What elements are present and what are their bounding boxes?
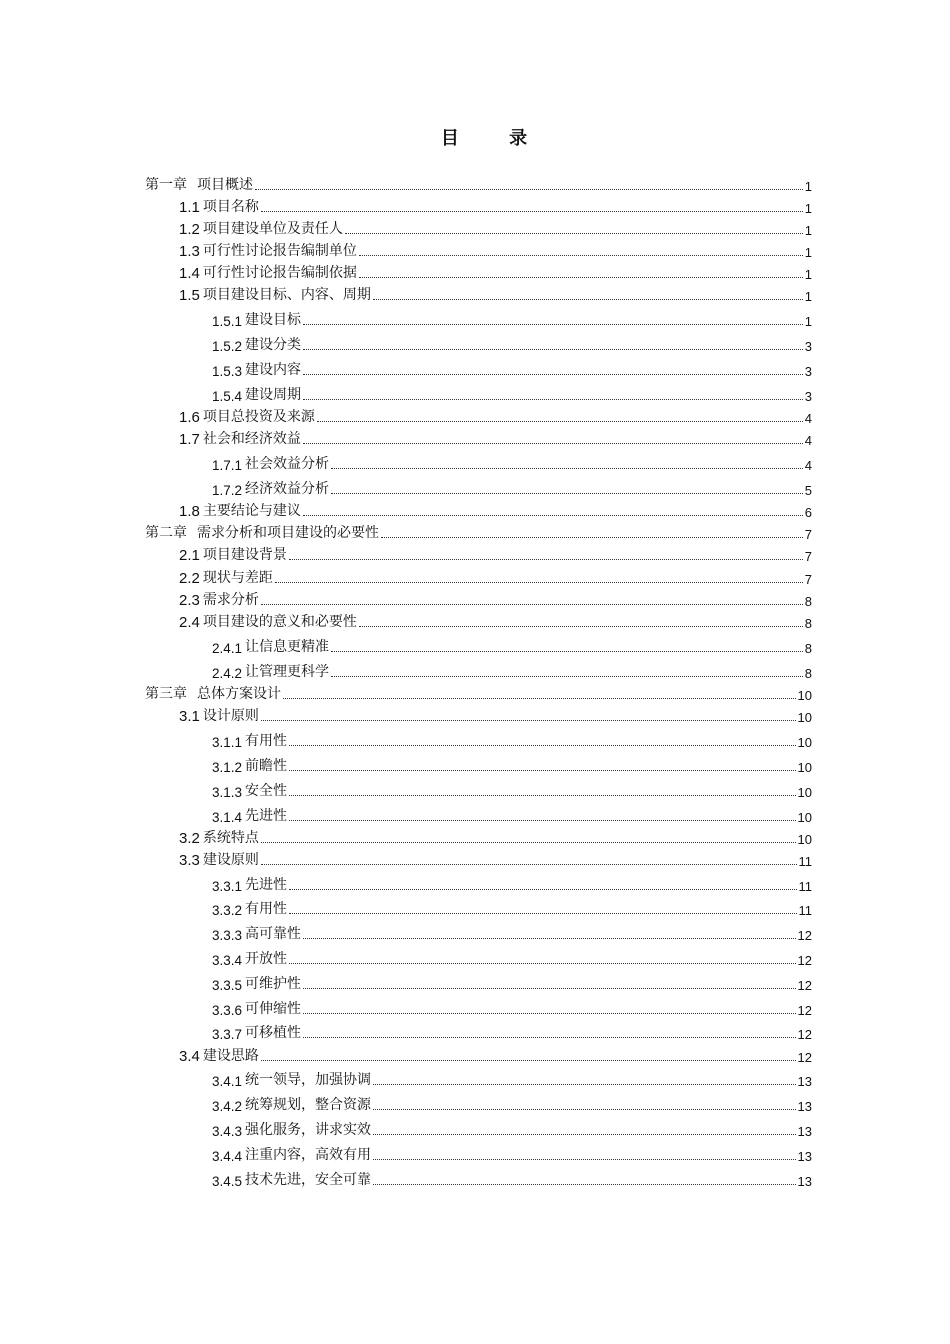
toc-entry-number: 1.6 [179, 408, 200, 426]
toc-entry-label: 先进性 [245, 876, 288, 893]
dot-leader [331, 493, 803, 494]
dot-leader [289, 963, 796, 964]
toc-entry-label: 强化服务，讲求实效 [245, 1122, 372, 1139]
toc-entry-page: 10 [797, 735, 812, 751]
toc-entry-label: 高可靠性 [245, 926, 302, 943]
dot-leader [261, 864, 797, 865]
toc-entry-label: 安全性 [245, 782, 288, 799]
toc-entry-number: 3.3.3 [212, 928, 243, 944]
toc-entry-page: 1 [804, 178, 812, 194]
toc-entry[interactable] [145, 448, 812, 473]
table-of-contents [145, 171, 812, 1189]
toc-entry-page: 10 [797, 688, 812, 704]
toc-entry-page: 3 [804, 363, 812, 379]
toc-entry-label: 现状与差距 [202, 569, 273, 586]
dot-leader [345, 233, 803, 234]
toc-entry-number: 第二章 [145, 524, 187, 541]
toc-entry[interactable] [145, 473, 812, 498]
toc-title: 目 录 [440, 128, 550, 149]
toc-entry-label: 建设内容 [245, 361, 302, 378]
toc-entry[interactable] [145, 238, 812, 260]
toc-entry-label: 注重内容，高效有用 [245, 1146, 372, 1163]
toc-entry-page: 11 [798, 903, 812, 919]
toc-entry[interactable] [145, 260, 812, 282]
toc-entry-label: 统一领导，加强协调 [245, 1072, 372, 1089]
toc-entry[interactable] [145, 1114, 812, 1139]
toc-entry-page: 3 [804, 388, 812, 404]
toc-entry-page: 12 [797, 953, 812, 969]
toc-entry-number: 3.1.3 [212, 784, 243, 800]
toc-entry-label: 先进性 [245, 807, 288, 824]
dot-leader [303, 1037, 796, 1038]
toc-entry[interactable] [145, 304, 812, 329]
toc-entry-label: 主要结论与建议 [202, 502, 301, 519]
toc-entry-number: 2.3 [179, 591, 200, 609]
dot-leader [303, 1013, 796, 1014]
toc-entry[interactable] [145, 725, 812, 750]
toc-entry[interactable] [145, 750, 812, 775]
toc-entry[interactable] [145, 329, 812, 354]
toc-entry-number: 3.3.4 [212, 953, 243, 969]
toc-entry-number: 3.4.5 [212, 1173, 243, 1189]
toc-entry[interactable] [145, 354, 812, 379]
toc-entry-number: 2.4.2 [212, 665, 243, 681]
toc-entry-page: 13 [797, 1099, 812, 1115]
toc-entry-number: 3.4.3 [212, 1124, 243, 1140]
toc-entry-label: 可行性讨论报告编制单位 [202, 243, 357, 260]
toc-entry[interactable] [145, 426, 812, 448]
toc-entry-label: 建设分类 [245, 337, 302, 354]
toc-entry-number: 2.4.1 [212, 640, 243, 656]
toc-entry-page: 7 [804, 527, 812, 543]
toc-entry-label: 项目建设背景 [202, 547, 287, 564]
dot-leader [359, 277, 803, 278]
toc-entry[interactable] [145, 520, 812, 543]
toc-entry-label: 建设原则 [202, 851, 259, 868]
toc-entry-page: 8 [804, 640, 812, 656]
toc-entry-page: 4 [804, 410, 812, 426]
dot-leader [275, 582, 803, 583]
toc-entry[interactable] [145, 894, 812, 919]
toc-entry-page: 4 [804, 433, 812, 448]
toc-entry-page: 13 [797, 1124, 812, 1140]
toc-entry-page: 5 [804, 482, 812, 498]
toc-entry-page: 8 [804, 665, 812, 681]
toc-entry[interactable] [145, 564, 812, 586]
toc-entry-page: 1 [804, 314, 812, 330]
toc-entry-number: 3.4 [179, 1047, 200, 1065]
toc-entry-label: 社会和经济效益 [202, 431, 301, 447]
toc-entry-number: 3.1 [179, 708, 200, 726]
toc-entry-label: 可伸缩性 [245, 1000, 302, 1017]
toc-entry-page: 7 [804, 571, 812, 587]
toc-entry-page: 12 [797, 1027, 812, 1043]
toc-entry-page: 13 [797, 1074, 812, 1090]
dot-leader [261, 720, 796, 721]
toc-entry-page: 10 [797, 831, 812, 847]
toc-entry-label: 需求分析和项目建设的必要性 [197, 525, 379, 542]
toc-entry-label: 前瞻性 [245, 757, 288, 774]
toc-entry-label: 项目建设的意义和必要性 [202, 614, 357, 631]
toc-entry-number: 1.8 [179, 502, 200, 520]
dot-leader [331, 468, 803, 469]
dot-leader [373, 299, 803, 300]
dot-leader [261, 842, 796, 843]
toc-entry-label: 项目总投资及来源 [202, 408, 315, 425]
toc-entry[interactable] [145, 656, 812, 681]
toc-entry-label: 有用性 [245, 901, 288, 918]
toc-entry-number: 1.7.1 [212, 457, 243, 473]
toc-entry[interactable] [145, 869, 812, 894]
dot-leader [303, 324, 803, 325]
toc-entry-label: 让管理更科学 [245, 663, 330, 680]
toc-entry-page: 1 [804, 200, 812, 216]
toc-entry[interactable] [145, 1164, 812, 1189]
toc-entry-label: 开放性 [245, 951, 288, 968]
dot-leader [373, 1134, 796, 1135]
toc-entry-page: 11 [798, 853, 812, 869]
toc-entry[interactable] [145, 216, 812, 238]
toc-entry-number: 3.3.5 [212, 977, 243, 993]
dot-leader [261, 211, 803, 212]
toc-entry-label: 让信息更精准 [245, 638, 330, 655]
dot-leader [303, 988, 796, 989]
toc-entry-label: 统筹规划，整合资源 [245, 1097, 372, 1114]
dot-leader [373, 1109, 796, 1110]
dot-leader [373, 1184, 796, 1185]
dot-leader [283, 698, 796, 699]
toc-entry[interactable] [145, 681, 812, 704]
toc-entry-label: 项目概述 [197, 176, 253, 193]
dot-leader [255, 189, 803, 190]
toc-entry[interactable] [145, 542, 812, 564]
toc-entry[interactable] [145, 171, 812, 194]
toc-entry[interactable] [145, 1089, 812, 1114]
dot-leader [331, 651, 803, 652]
toc-entry[interactable] [145, 587, 812, 609]
toc-entry-page: 10 [797, 759, 812, 775]
toc-entry[interactable] [145, 825, 812, 847]
dot-leader [289, 889, 796, 890]
dot-leader [289, 745, 796, 746]
toc-entry-label: 设计原则 [202, 708, 259, 725]
toc-entry-label: 可移植性 [245, 1025, 302, 1042]
toc-entry-page: 1 [804, 289, 812, 305]
toc-entry[interactable] [145, 379, 812, 404]
toc-entry-label: 技术先进，安全可靠 [245, 1171, 372, 1188]
toc-entry-label: 项目名称 [202, 198, 259, 215]
dot-leader [303, 349, 803, 350]
toc-entry-label: 需求分析 [202, 591, 259, 608]
toc-entry[interactable] [145, 1042, 812, 1064]
toc-entry[interactable] [145, 404, 812, 426]
dot-leader [359, 255, 803, 256]
toc-entry[interactable] [145, 1065, 812, 1090]
dot-leader [381, 537, 803, 538]
toc-entry-number: 1.7 [179, 431, 200, 448]
toc-entry-page: 10 [797, 809, 812, 825]
toc-entry[interactable] [145, 1018, 812, 1043]
toc-entry-number: 第一章 [145, 175, 187, 192]
toc-entry[interactable] [145, 498, 812, 520]
dot-leader [261, 604, 803, 605]
toc-entry-page: 1 [804, 245, 812, 261]
toc-entry-page: 8 [804, 593, 812, 609]
toc-entry-number: 1.7.2 [212, 482, 243, 498]
toc-entry-number: 2.1 [179, 547, 200, 565]
toc-entry-number: 1.5.3 [212, 363, 243, 379]
toc-entry-number: 1.3 [179, 243, 200, 261]
toc-entry[interactable] [145, 609, 812, 631]
toc-entry[interactable] [145, 282, 812, 304]
dot-leader [373, 1159, 796, 1160]
toc-entry-page: 12 [797, 977, 812, 993]
toc-entry[interactable] [145, 993, 812, 1018]
toc-entry-number: 1.2 [179, 220, 200, 238]
dot-leader [373, 1084, 796, 1085]
toc-entry-page: 13 [797, 1173, 812, 1189]
dot-leader [289, 770, 796, 771]
toc-entry[interactable] [145, 968, 812, 993]
toc-entry-number: 2.4 [179, 614, 200, 632]
toc-entry-page: 4 [804, 457, 812, 473]
toc-entry-number: 1.5 [179, 287, 200, 305]
toc-entry-number: 第三章 [145, 685, 187, 702]
dot-leader [303, 515, 803, 516]
toc-entry-number: 3.3.6 [212, 1002, 243, 1018]
toc-entry[interactable] [145, 1139, 812, 1164]
dot-leader [289, 559, 803, 560]
toc-entry-label: 系统特点 [202, 829, 259, 846]
toc-entry-number: 3.4.2 [212, 1099, 243, 1115]
dot-leader [261, 1060, 796, 1061]
toc-entry-number: 3.2 [179, 829, 200, 847]
toc-entry[interactable] [145, 943, 812, 968]
dot-leader [289, 913, 796, 914]
toc-entry[interactable] [145, 800, 812, 825]
toc-entry-number: 3.4.1 [212, 1074, 243, 1090]
toc-entry-label: 建设目标 [245, 312, 302, 329]
dot-leader [303, 938, 796, 939]
toc-entry-label: 建设思路 [202, 1047, 259, 1064]
dot-leader [289, 795, 796, 796]
toc-entry-number: 3.4.4 [212, 1148, 243, 1164]
dot-leader [303, 443, 803, 444]
toc-entry[interactable] [145, 631, 812, 656]
toc-entry-page: 13 [797, 1148, 812, 1164]
dot-leader [289, 820, 796, 821]
toc-entry-number: 1.4 [179, 265, 200, 283]
dot-leader [303, 399, 803, 400]
toc-entry-number: 1.1 [179, 198, 200, 216]
toc-entry-label: 建设周期 [245, 386, 302, 403]
toc-entry[interactable] [145, 703, 812, 725]
toc-entry-label: 项目建设单位及责任人 [202, 220, 343, 237]
toc-entry-page: 6 [804, 504, 812, 520]
toc-entry-label: 经济效益分析 [245, 480, 330, 497]
toc-entry-label: 社会效益分析 [245, 455, 330, 472]
toc-entry-number: 2.2 [179, 569, 200, 587]
toc-entry-page: 12 [797, 1049, 812, 1065]
dot-leader [317, 421, 803, 422]
toc-entry-number: 1.5.4 [212, 388, 243, 404]
toc-entry-number: 3.3.7 [212, 1027, 243, 1043]
toc-entry-page: 7 [804, 549, 812, 565]
dot-leader [359, 626, 803, 627]
toc-entry-page: 3 [804, 339, 812, 355]
toc-entry-page: 11 [798, 878, 812, 894]
toc-entry[interactable] [145, 194, 812, 216]
toc-entry-page: 12 [797, 928, 812, 944]
toc-entry-label: 有用性 [245, 733, 288, 750]
toc-entry-label: 总体方案设计 [197, 686, 281, 703]
toc-entry[interactable] [145, 847, 812, 869]
toc-entry-number: 3.3.2 [212, 903, 243, 919]
toc-entry-label: 可维护性 [245, 975, 302, 992]
toc-entry-page: 12 [797, 1002, 812, 1018]
dot-leader [303, 374, 803, 375]
toc-entry[interactable] [145, 918, 812, 943]
dot-leader [331, 676, 803, 677]
toc-entry-label: 可行性讨论报告编制依据 [202, 265, 357, 282]
toc-entry-number: 1.5.2 [212, 339, 243, 355]
toc-entry-number: 3.1.2 [212, 759, 243, 775]
toc-entry-number: 3.3 [179, 851, 200, 869]
toc-entry-number: 3.1.4 [212, 809, 243, 825]
toc-entry[interactable] [145, 775, 812, 800]
toc-entry-label: 项目建设目标、内容、周期 [202, 287, 371, 304]
toc-entry-page: 1 [804, 222, 812, 238]
toc-entry-number: 3.3.1 [212, 878, 243, 894]
toc-entry-page: 10 [797, 710, 812, 726]
toc-entry-page: 10 [797, 784, 812, 800]
toc-entry-number: 3.1.1 [212, 735, 243, 751]
toc-entry-number: 1.5.1 [212, 314, 243, 330]
toc-entry-page: 1 [804, 267, 812, 283]
toc-entry-page: 8 [804, 616, 812, 632]
